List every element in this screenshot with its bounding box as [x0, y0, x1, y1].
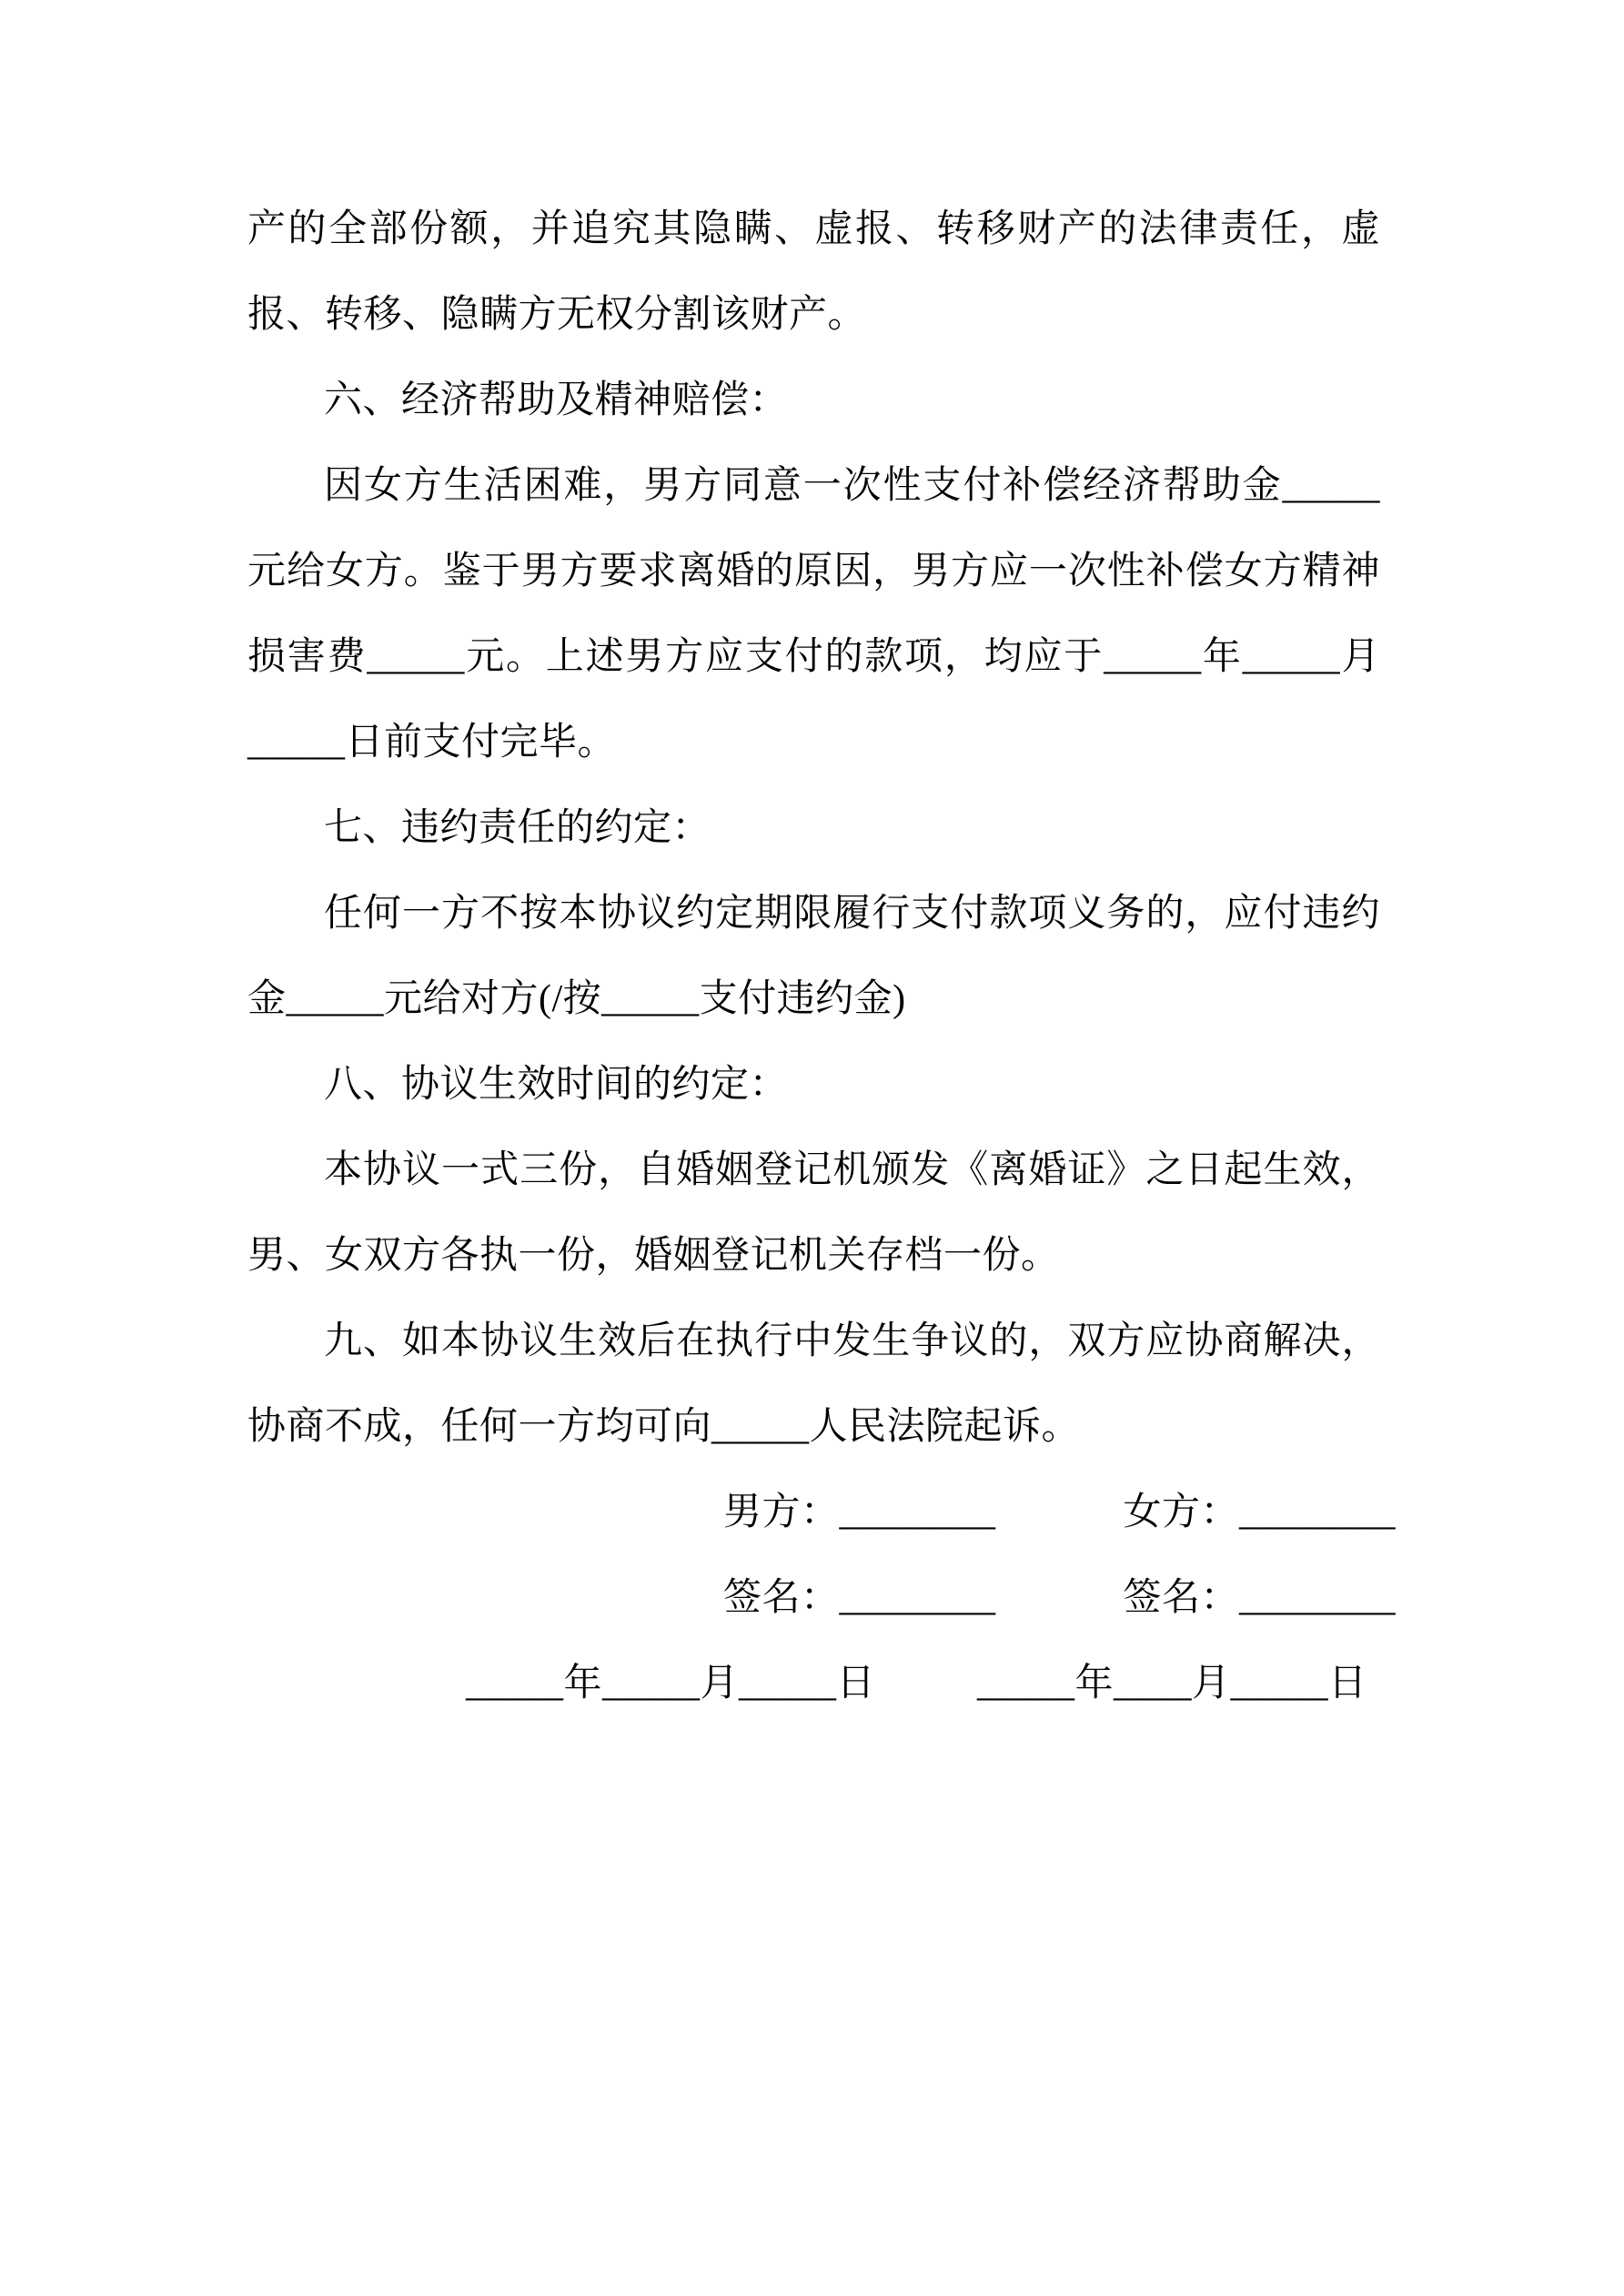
female-sign-date-blank: _____年____月_____日: [977, 1663, 1367, 1704]
male-sign-name-blank: 签名：________: [723, 1577, 996, 1619]
paragraph-property-share-continuation: 产的全部份额，并追究其隐瞒、虚报、转移财产的法律责任，虚报、转移、隐瞒方无权分割该财产。: [247, 208, 1380, 336]
male-sign-date-blank: _____年_____月_____日: [466, 1663, 876, 1704]
male-party-signature-blank: 男方：________: [723, 1492, 996, 1533]
female-party-signature-blank: 女方：________: [1123, 1492, 1397, 1533]
paragraph-dispute-resolution-terms: 九、如本协议生效后在执行中发生争议的，双方应协商解决，协商不成，任何一方均可向_____人民法院起诉。: [247, 1320, 1380, 1448]
document-body: [247, 187, 1397, 1726]
signature-row-sign-names: [247, 1555, 1397, 1641]
paragraph-breach-liability-terms: 任何一方不按本协议约定期限履行支付款项义务的，应付违约金_____元给对方(/按_____支付违约金): [247, 893, 1380, 1020]
signature-row-parties: [247, 1470, 1397, 1555]
female-sign-name-blank: 签名：________: [1123, 1577, 1397, 1619]
section-heading-eight-effective-time: 八、协议生效时间的约定：: [324, 1064, 789, 1106]
section-heading-seven-breach: 七、违约责任的约定：: [324, 807, 711, 849]
paragraph-economic-help-terms: 因女方生活困难，男方同意一次性支付补偿经济帮助金_____元给女方。鉴于男方要求离婚的原因，男方应一次性补偿女方精神损害费_____元。上述男方应支付的款项，均应于_____年_____月_____日前支付完毕。: [247, 465, 1380, 764]
signature-row-dates: [247, 1641, 1380, 1726]
paragraph-effective-copies-terms: 本协议一式三份，自婚姻登记机颁发《离婚证》之日起生效，男、女双方各执一份，婚姻登记机关存档一份。: [247, 1149, 1380, 1277]
section-heading-six-economic-help: 六、经济帮助及精神赔偿：: [324, 379, 789, 421]
